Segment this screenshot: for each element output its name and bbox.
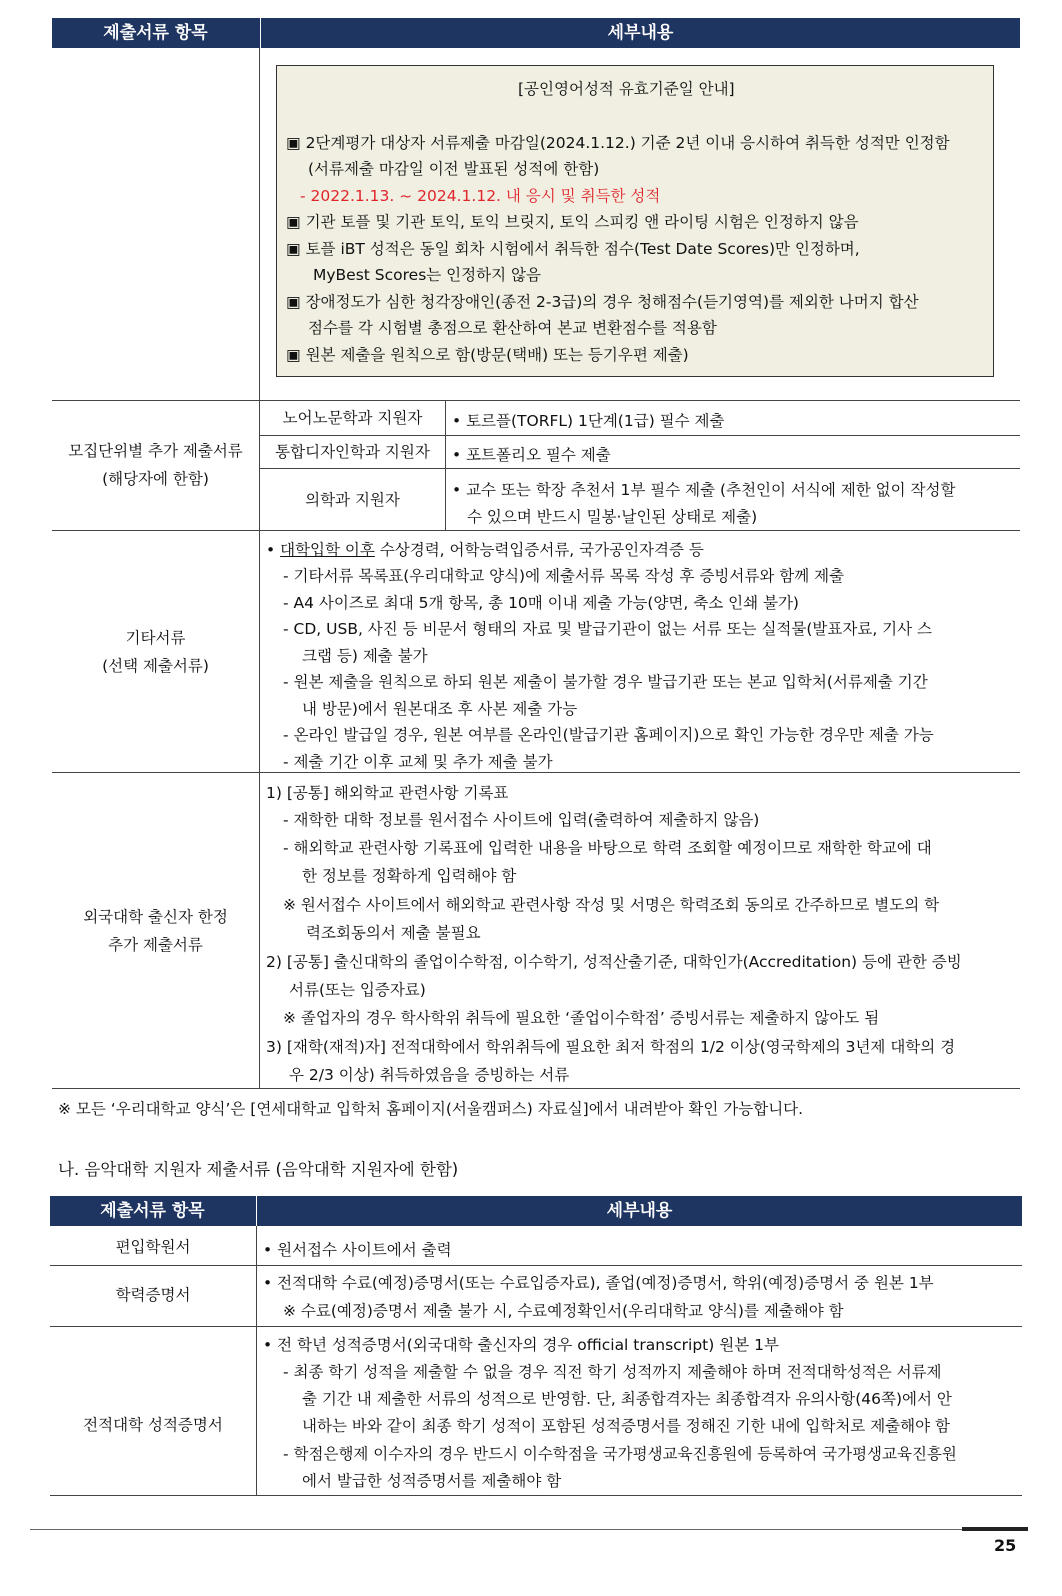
transcript-label: 전적대학 성적증명서 xyxy=(83,1416,223,1434)
edu-cert-line1: • 전적대학 수료(예정)증명서(또는 수료입증자료), 졸업(예정)증명서, 학위(예정)증명서 중 원본 1부 xyxy=(263,1274,934,1292)
foreign-docs-line: 1) [공통] 해외학교 관련사항 기록표 xyxy=(266,784,509,802)
footnote: ※ 모든 ‘우리대학교 양식’은 [연세대학교 입학처 홈페이지(서울캠퍼스) 자료실]에서 내려받아 확인 가능합니다. xyxy=(58,1100,804,1118)
row-divider xyxy=(50,1265,1022,1266)
applicant-russian: 노어노문학과 지원자 xyxy=(282,409,423,427)
footer-rule xyxy=(30,1529,1028,1530)
notice-highlight-line: - 2022.1.13. ~ 2024.1.12. 내 응시 및 취득한 성적 xyxy=(300,187,661,205)
notice-line: 점수를 각 시험별 총점으로 환산하여 본교 변환점수를 적용함 xyxy=(308,319,717,337)
other-docs-line: - A4 사이즈로 최대 5개 항목, 총 10매 이내 제출 가능(양면, 축소 인쇄 불가) xyxy=(283,594,799,612)
header-col-item: 제출서류 항목 xyxy=(103,23,208,43)
other-docs-line: - 제출 기간 이후 교체 및 추가 제출 불가 xyxy=(283,753,553,771)
transcript-line: • 전 학년 성적증명서(외국대학 출신자의 경우 official transcript) 원본 1부 xyxy=(263,1336,779,1354)
unit-docs-label xyxy=(52,437,259,493)
notice-line: MyBest Scores는 인정하지 않음 xyxy=(313,266,541,284)
detail-design: • 포트폴리오 필수 제출 xyxy=(452,446,611,464)
table2-bottom-border xyxy=(50,1495,1022,1496)
foreign-docs-label-line1: 외국대학 출신자 한정 xyxy=(83,908,228,926)
header-col-detail: 세부내용 xyxy=(256,1196,1022,1226)
foreign-docs-line: 력조회동의서 제출 불필요 xyxy=(306,924,481,942)
page-number: 25 xyxy=(994,1536,1017,1555)
foreign-docs-label-line2: 추가 제출서류 xyxy=(108,936,203,954)
row-divider xyxy=(260,435,1020,436)
foreign-docs-line: 우 2/3 이상) 취득하였음을 증빙하는 서류 xyxy=(289,1066,570,1084)
foreign-docs-line: - 재학한 대학 정보를 원서접수 사이트에 입력(출력하여 제출하지 않음) xyxy=(283,811,760,829)
notice-line: ▣ 토플 iBT 성적은 동일 회차 시험에서 취득한 점수(Test Date Scores)만 인정하며, xyxy=(286,240,860,258)
transcript-line: 내하는 바와 같이 최종 학기 성적이 포함된 성적증명서를 정해진 기한 내에 입학처로 제출해야 함 xyxy=(302,1417,951,1435)
section-title: 나. 음악대학 지원자 제출서류 (음악대학 지원자에 한함) xyxy=(58,1160,459,1179)
detail-medicine-line2: 수 있으며 반드시 밀봉·날인된 상태로 제출) xyxy=(467,508,758,526)
app-form-detail: • 원서접수 사이트에서 출력 xyxy=(263,1241,452,1259)
detail-medicine-line1: • 교수 또는 학장 추천서 1부 필수 제출 (추천인이 서식에 제한 없이 작성할 xyxy=(452,481,956,499)
foreign-docs-line: 2) [공통] 출신대학의 졸업이수학점, 이수학기, 성적산출기준, 대학인가(Accreditation) 등에 관한 증빙 xyxy=(266,953,962,971)
other-docs-lead-rest: 수상경력, 어학능력입증서류, 국가공인자격증 등 xyxy=(374,541,704,559)
other-docs-label xyxy=(52,624,259,680)
row-divider xyxy=(260,468,1020,469)
detail-russian: • 토르플(TORFL) 1단계(1급) 필수 제출 xyxy=(452,412,725,430)
other-docs-line: - CD, USB, 사진 등 비문서 형태의 자료 및 발급기관이 없는 서류 또는 실적물(발표자료, 기사 스 xyxy=(283,620,933,638)
footer-accent-bar xyxy=(962,1527,1028,1531)
header-col-detail: 세부내용 xyxy=(260,18,1020,48)
applicant-design: 통합디자인학과 지원자 xyxy=(275,443,430,461)
row-divider xyxy=(52,400,1020,401)
other-docs-line: - 온라인 발급일 경우, 원본 여부를 온라인(발급기관 홈페이지)으로 확인 가능한 경우만 제출 가능 xyxy=(283,726,934,744)
transcript-line: 에서 발급한 성적증명서를 제출해야 함 xyxy=(302,1472,562,1490)
table1-bottom-border xyxy=(52,1088,1020,1089)
table1-column-divider xyxy=(259,48,260,1088)
notice-line: ▣ 장애정도가 심한 청각장애인(종전 2-3급)의 경우 청해점수(듣기영역)를 제외한 나머지 합산 xyxy=(286,293,919,311)
other-docs-label-line2: (선택 제출서류) xyxy=(102,657,209,675)
row-divider xyxy=(52,530,1020,531)
notice-line: ▣ 2단계평가 대상자 서류제출 마감일(2024.1.12.) 기준 2년 이내 응시하여 취득한 성적만 인정함 xyxy=(286,134,950,152)
transcript-line: - 학점은행제 이수자의 경우 반드시 이수학점을 국가평생교육진흥원에 등록하여 국가평생교육진흥원 xyxy=(283,1445,957,1463)
header-col-item: 제출서류 항목 xyxy=(100,1201,205,1221)
table1-header xyxy=(52,18,1020,48)
unit-docs-divider xyxy=(445,400,446,530)
transcript-line: - 최종 학기 성적을 제출할 수 없을 경우 직전 학기 성적까지 제출해야 하며 전적대학성적은 서류제 xyxy=(283,1363,942,1381)
foreign-docs-line: 한 정보를 정확하게 입력해야 함 xyxy=(302,867,517,885)
notice-line: ▣ 원본 제출을 원칙으로 함(방문(택배) 또는 등기우편 제출) xyxy=(286,346,689,364)
table2-header xyxy=(50,1196,1022,1226)
edu-cert-label: 학력증명서 xyxy=(115,1286,191,1304)
notice-line: ▣ 기관 토플 및 기관 토익, 토익 브릿지, 토익 스피킹 앤 라이팅 시험은 인정하지 않음 xyxy=(286,213,859,231)
notice-title: [공인영어성적 유효기준일 안내] xyxy=(518,80,735,98)
other-docs-label-line1: 기타서류 xyxy=(125,629,186,647)
foreign-docs-line: - 해외학교 관련사항 기록표에 입력한 내용을 바탕으로 학력 조회할 예정이므로 재학한 학교에 대 xyxy=(283,839,932,857)
row-divider xyxy=(52,772,1020,773)
other-docs-line: - 기타서류 목록표(우리대학교 양식)에 제출서류 목록 작성 후 증빙서류와 함께 제출 xyxy=(283,567,845,585)
foreign-docs-line: 서류(또는 입증자료) xyxy=(289,981,426,999)
other-docs-lead-underlined: 대학입학 이후 xyxy=(280,541,375,559)
edu-cert-line2: ※ 수료(예정)증명서 제출 불가 시, 수료예정확인서(우리대학교 양식)를 제출해야 함 xyxy=(283,1302,844,1320)
transcript-line: 출 기간 내 제출한 서류의 성적으로 반영함. 단, 최종합격자는 최종합격자 유의사항(46쪽)에서 안 xyxy=(302,1390,952,1408)
table2-column-divider xyxy=(256,1226,257,1496)
other-docs-line: - 원본 제출을 원칙으로 하되 원본 제출이 불가할 경우 발급기관 또는 본교 입학처(서류제출 기간 xyxy=(283,673,928,691)
applicant-medicine: 의학과 지원자 xyxy=(305,491,400,509)
row-divider xyxy=(50,1326,1022,1327)
other-docs-line: 내 방문)에서 원본대조 후 사본 제출 가능 xyxy=(302,700,578,718)
other-docs-line: 크랩 등) 제출 불가 xyxy=(302,647,428,665)
foreign-docs-line: ※ 졸업자의 경우 학사학위 취득에 필요한 ‘졸업이수학점’ 증빙서류는 제출하지 않아도 됨 xyxy=(283,1009,880,1027)
foreign-docs-label xyxy=(52,903,259,959)
other-docs-lead: • 대학입학 이후 수상경력, 어학능력입증서류, 국가공인자격증 등 xyxy=(266,541,704,559)
unit-docs-label-line1: 모집단위별 추가 제출서류 xyxy=(68,442,243,460)
unit-docs-label-line2: (해당자에 한함) xyxy=(102,470,209,488)
app-form-label: 편입학원서 xyxy=(115,1238,191,1256)
notice-line: (서류제출 마감일 이전 발표된 성적에 한함) xyxy=(308,160,600,178)
foreign-docs-line: ※ 원서접수 사이트에서 해외학교 관련사항 작성 및 서명은 학력조회 동의로 간주하므로 별도의 학 xyxy=(283,896,940,914)
foreign-docs-line: 3) [재학(재적)자] 전적대학에서 학위취득에 필요한 최저 학점의 1/2 이상(영국학제의 3년제 대학의 경 xyxy=(266,1038,956,1056)
